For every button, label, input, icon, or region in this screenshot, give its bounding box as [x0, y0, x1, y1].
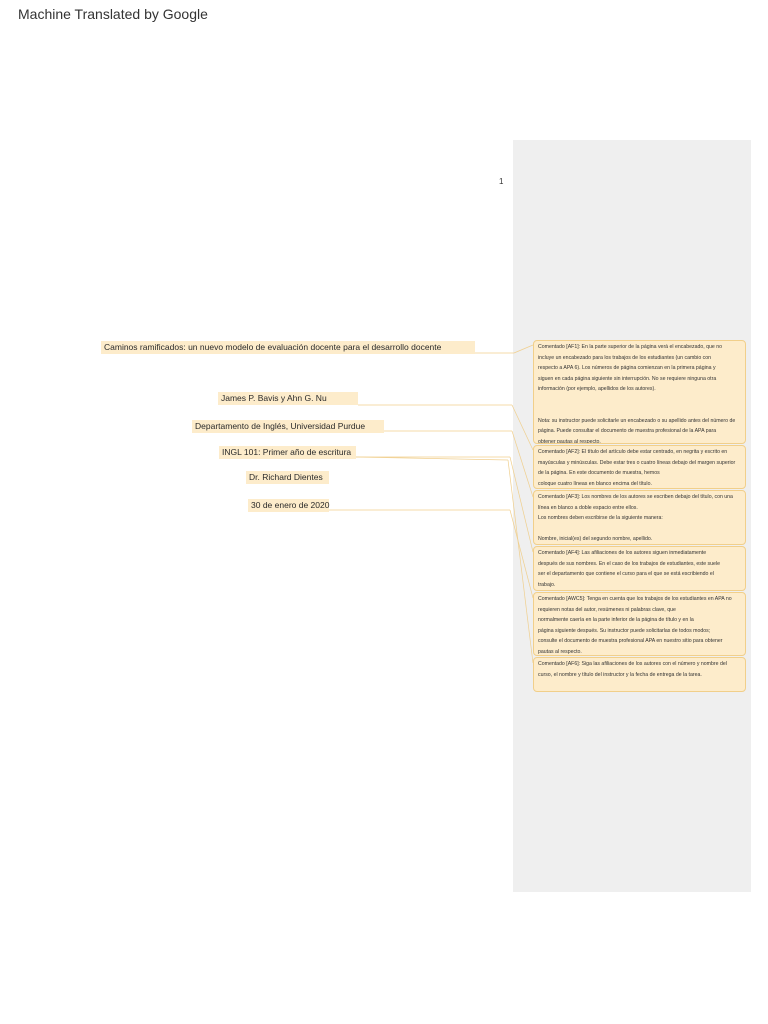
comment-af6[interactable] — [533, 657, 746, 692]
comment-line: ser el departamento que contiene el curso para el que se está escribiendo el — [538, 571, 714, 577]
comment-line: Nombre, inicial(es) del segundo nombre, apellido. — [538, 536, 653, 542]
translation-banner: Machine Translated by Google — [18, 6, 208, 22]
comment-line: pautas al respecto. — [538, 648, 582, 655]
comment-line: después de sus nombres. En el caso de los trabajos de estudiantes, este suele — [538, 560, 720, 567]
comment-line: normalmente caería en la parte inferior de la página de título y en la — [538, 617, 694, 623]
comment-line: mayúsculas y minúsculas. Debe estar tres o cuatro líneas debajo del margen superior — [538, 459, 736, 466]
comment-line: Comentado [AF4]: Las afiliaciones de los autores siguen inmediatamente — [538, 550, 707, 556]
comment-line: incluye un encabezado para los trabajos de los estudiantes (un cambio con — [538, 354, 712, 361]
comment-af2[interactable] — [533, 445, 746, 489]
comment-line: Comentado [AF1]: En la parte superior de la página verá el encabezado, que no — [538, 344, 722, 350]
comment-line: página. Puede consultar el documento de muestra profesional de la APA para — [538, 428, 717, 434]
comment-line: requieren notas del autor, resúmenes ni palabras clave, que — [538, 606, 676, 613]
paper-title: Caminos ramificados: un nuevo modelo de evaluación docente para el desarrollo docente — [101, 341, 475, 354]
author-affiliation: Departamento de Inglés, Universidad Purdue — [192, 420, 384, 433]
author-names: James P. Bavis y Ahn G. Nu — [218, 392, 358, 405]
comment-line: línea en blanco a doble espacio entre ellos. — [538, 504, 638, 511]
comment-line: Comentado [AF3]: Los nombres de los autores se escriben debajo del título, con una — [538, 494, 733, 500]
comment-line: consulte el documento de muestra profesional APA en nuestro sitio para obtener — [538, 638, 723, 644]
comment-line: de la página. En este documento de muestra, hemos — [538, 470, 660, 476]
comment-line: Los nombres deben escribirse de la siguiente manera: — [538, 515, 663, 521]
comment-af1[interactable] — [533, 340, 746, 444]
due-date: 30 de enero de 2020 — [248, 499, 329, 512]
comment-line: página siguiente después. Su instructor puede solicitarlas de todos modos; — [538, 627, 711, 634]
comment-line: obtener pautas al respecto. — [538, 438, 601, 444]
comment-af4[interactable] — [533, 546, 746, 591]
comment-line: Comentado [AF2]: El título del artículo debe estar centrado, en negrita y escrito en — [538, 449, 728, 455]
course-name: INGL 101: Primer año de escritura — [219, 446, 356, 459]
comment-line: coloque cuatro líneas en blanco encima del título. — [538, 480, 652, 487]
comment-line: siguen en cada página siguiente sin interrupción. No se requiere ninguna otra — [538, 375, 717, 382]
comment-line: Comentado [AWC5]: Tenga en cuenta que los trabajos de los estudiantes en APA no — [538, 596, 732, 602]
comment-line: curso, el nombre y título del instructor y la fecha de entrega de la tarea. — [538, 671, 702, 678]
comment-line: Comentado [AF6]: Siga las afiliaciones de los autores con el número y nombre del — [538, 661, 727, 667]
instructor-name: Dr. Richard Dientes — [246, 471, 329, 484]
page-number: 1 — [499, 177, 504, 186]
comment-awc5[interactable] — [533, 592, 746, 656]
comment-line: información (por ejemplo, apellidos de los autores). — [538, 386, 656, 392]
comment-af3[interactable] — [533, 490, 746, 545]
comment-line: respecto a APA 6). Los números de página comienzan en la primera página y — [538, 365, 716, 371]
comment-line: trabajo. — [538, 581, 556, 588]
comment-line: Nota: su instructor puede solicitarle un encabezado o su apellido antes del número de — [538, 417, 736, 424]
